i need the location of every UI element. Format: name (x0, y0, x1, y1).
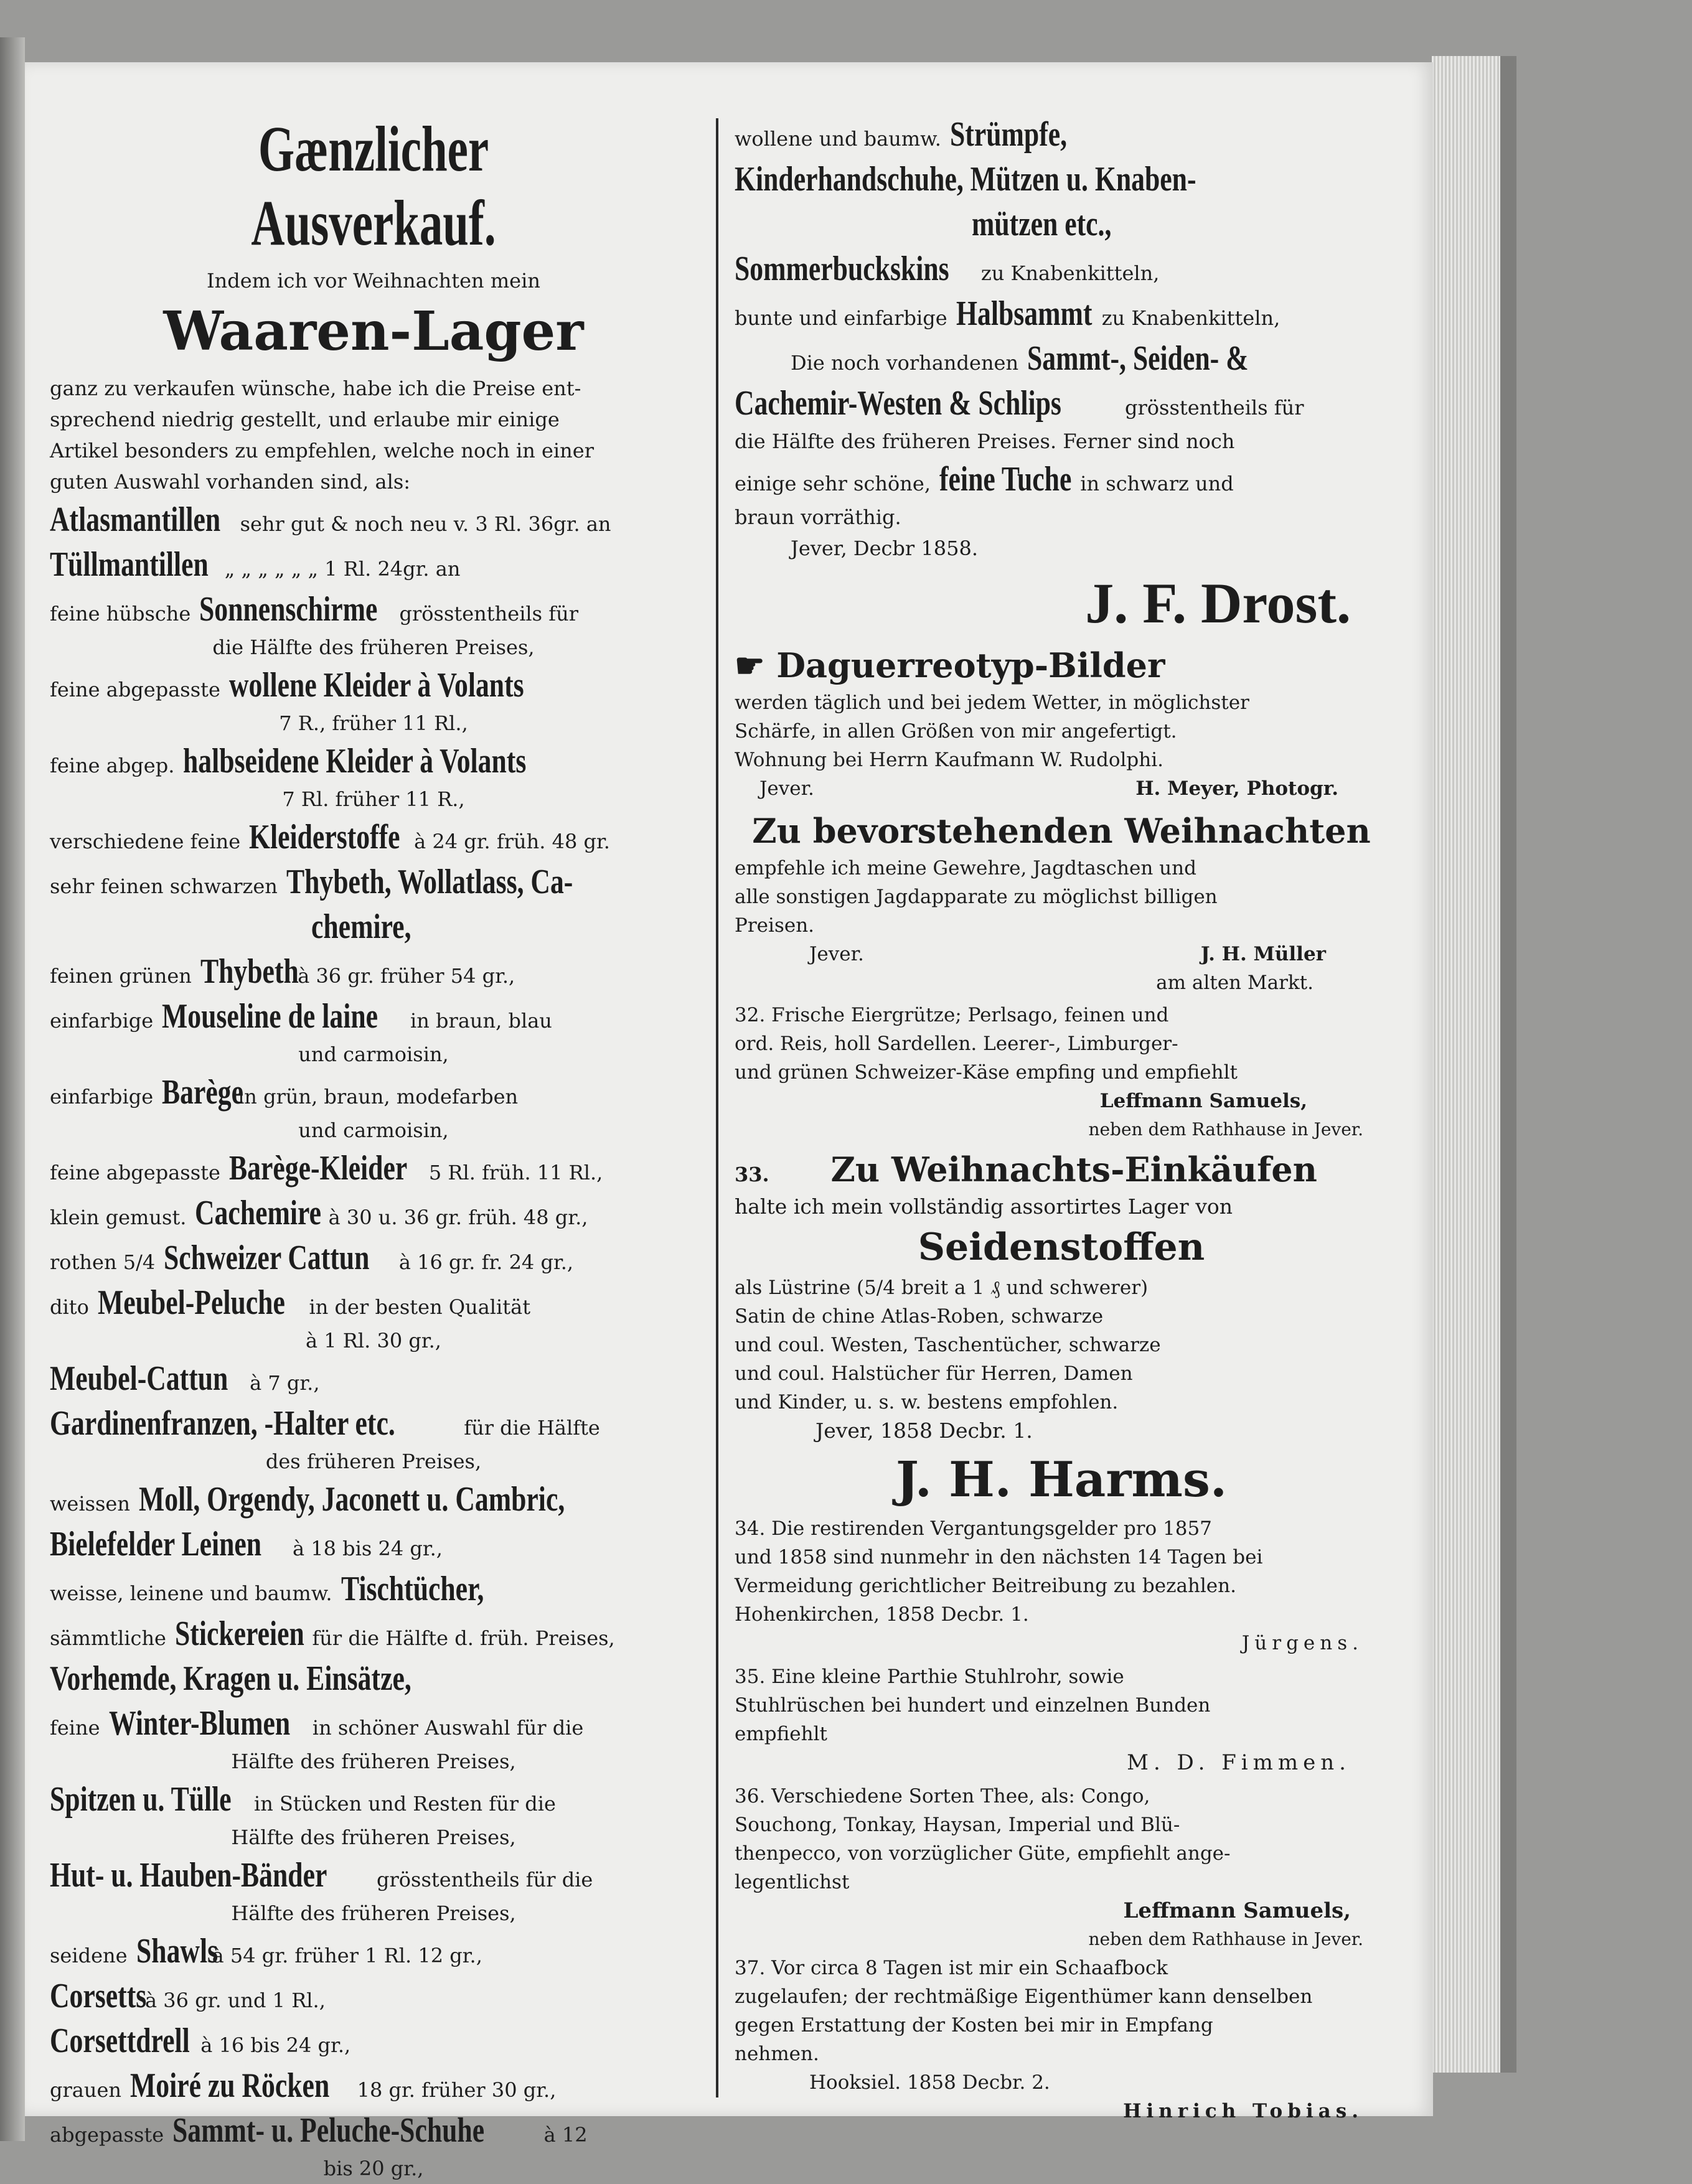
ad-mueller (735, 808, 1388, 997)
text-line: bunte und einfarbige Halbsammt zu Knabenkitteln, (735, 294, 1281, 333)
item-continuation (50, 904, 697, 949)
item-price: sehr gut & noch neu v. 3 Rl. 36gr. an (240, 512, 611, 536)
ad-34 (735, 1514, 1388, 1657)
list-item (50, 1777, 697, 1822)
ad-drost (735, 112, 1388, 636)
item-continuation: und carmoisin, (298, 1118, 449, 1142)
list-item (50, 860, 697, 904)
list-item (50, 2018, 697, 2063)
item-prefix: einfarbige (50, 1085, 154, 1108)
text-line: wollene und baumw. Strümpfe, (735, 115, 1067, 154)
text-line: Satin de chine Atlas-Roben, schwarze (735, 1305, 1104, 1328)
item-price: à 7 gr., (250, 1371, 320, 1395)
ad-33 (735, 1146, 1388, 1508)
text-line: Schärfe, in allen Größen von mir angefertigt. (735, 720, 1177, 743)
intro-line: guten Auswahl vorhanden sind, als: (50, 470, 411, 494)
item-prefix: klein gemust. (50, 1206, 187, 1229)
list-item (50, 1477, 697, 1522)
text-line: halte ich mein vollständig assortirtes Lager von (735, 1194, 1233, 1219)
item-name: Meubel-Peluche (97, 1283, 285, 1322)
item-prefix: feine abgepasste (50, 1161, 220, 1184)
signature-line: Jever. J. H. Müller (809, 943, 1326, 965)
ad-body (735, 1273, 1388, 1417)
item-name: Hut- u. Hauben-Bänder (50, 1856, 327, 1895)
ad-36 (735, 1782, 1388, 1954)
list-item (50, 1191, 697, 1235)
item-prefix: rothen 5/4 (50, 1250, 156, 1274)
item-price: à 16 bis 24 gr., (200, 2033, 351, 2057)
text-line: Vermeidung gerichtlicher Beitreibung zu bezahlen. (735, 1575, 1236, 1597)
ad-body (735, 1662, 1388, 1748)
item-continuation: bis 20 gr., (323, 2157, 424, 2180)
column-divider (716, 118, 718, 2097)
text-line: werden täglich und bei jedem Wetter, in möglichster (735, 691, 1249, 714)
item-continuation: Hälfte des früheren Preises, (231, 1750, 516, 1773)
list-item (50, 587, 697, 632)
text-line: Sommerbuckskins zu Knabenkitteln, (735, 250, 1160, 288)
ad-heading: ☛ Daguerreotyp-Bilder (735, 645, 1165, 685)
item-price: 18 gr. früher 30 gr., (357, 2078, 557, 2102)
item-continuation: 7 R., früher 11 Rl., (279, 711, 468, 735)
item-name: Sammt- u. Peluche-Schuhe (172, 2111, 485, 2150)
item-name: wollene Kleider à Volants (228, 666, 524, 705)
item-name: Mouseline de laine (162, 997, 378, 1036)
list-item (50, 542, 697, 587)
item-price: für die Hälfte (464, 1416, 600, 1440)
text-line: 36. Verschiedene Sorten Thee, als: Congo, (735, 1785, 1150, 1807)
item-price: à 30 u. 36 gr. früh. 48 gr., (328, 1206, 588, 1229)
text-line: 34. Die restirenden Vergantungsgelder pro 1857 (735, 1517, 1212, 1540)
intro-paragraph (50, 373, 697, 497)
ad-body (735, 1954, 1388, 2068)
item-prefix: seidene (50, 1944, 128, 1967)
list-item (50, 2108, 697, 2153)
list-item (50, 2063, 697, 2108)
text-line: Stuhlrüschen bei hundert und einzelnen Bunden (735, 1694, 1211, 1717)
item-price: in schöner Auswahl für die (312, 1716, 584, 1740)
item-price: „ „ „ „ „ „ 1 Rl. 24gr. an (224, 557, 461, 581)
item-list (50, 497, 697, 2184)
list-item (50, 1611, 697, 1656)
ad-ausverkauf (50, 112, 697, 2180)
item-prefix: feine abgep. (50, 754, 175, 777)
text-line: und Kinder, u. s. w. bestens empfohlen. (735, 1391, 1119, 1413)
text-line: braun vorräthig. (735, 505, 901, 529)
text-line: Die noch vorhandenen Sammt-, Seiden- & (791, 339, 1249, 378)
item-price: in der besten Qualität (309, 1295, 531, 1319)
item-name: Meubel-Cattun (50, 1359, 228, 1398)
item-price: à 54 gr. früher 1 Rl. 12 gr., (212, 1944, 482, 1967)
list-item (50, 1567, 697, 1611)
advertiser-name: J. F. Drost. (1085, 571, 1351, 635)
ad-body (735, 1514, 1388, 1629)
list-item (50, 1853, 697, 1898)
item-name: Schweizer Cattun (164, 1239, 370, 1277)
advertiser-name: Leffmann Samuels, (1099, 1090, 1307, 1112)
item-price: in braun, blau (410, 1009, 552, 1033)
text-line: Cachemir-Westen & Schlips grösstentheils für (735, 384, 1304, 423)
fabric-heading: Seidenstoffen (918, 1226, 1205, 1269)
item-prefix: sämmtliche (50, 1626, 166, 1650)
ad-body (735, 688, 1388, 774)
item-prefix: weissen (50, 1492, 130, 1516)
item-continuation: des früheren Preises, (265, 1450, 482, 1473)
list-item (50, 1235, 697, 1280)
text-line: alle sonstigen Jagdapparate zu möglichst billigen (735, 886, 1218, 908)
text-line: empfehle ich meine Gewehre, Jagdtaschen und (735, 857, 1196, 879)
item-price: 5 Rl. früh. 11 Rl., (428, 1161, 603, 1184)
store-title: Waaren-Lager (163, 300, 584, 363)
ad-title: Gænzlicher Ausverkauf. (251, 113, 496, 259)
text-line: legentlichst (735, 1871, 850, 1893)
item-price: grösstentheils für die (377, 1868, 593, 1891)
text-line: und coul. Westen, Taschentücher, schwarze (735, 1334, 1161, 1356)
item-continuation: und carmoisin, (298, 1043, 449, 1066)
text-line: 35. Eine kleine Parthie Stuhlrohr, sowie (735, 1666, 1124, 1688)
item-continuation: Hälfte des früheren Preises, (231, 1825, 516, 1849)
item-continuation: 7 Rl. früher 11 R., (282, 787, 465, 811)
item-name: Moll, Orgendy, Jaconett u. Cambric, (138, 1480, 565, 1519)
item-name: Sonnenschirme (199, 590, 378, 629)
text-line: 37. Vor circa 8 Tagen ist mir ein Schaafbock (735, 1957, 1168, 1979)
list-item (50, 663, 697, 708)
pointing-hand-icon: ☛ (735, 645, 777, 685)
right-column (735, 112, 1388, 2122)
text-line: gegen Erstattung der Kosten bei mir in Empfang (735, 2014, 1213, 2036)
text-line: Souchong, Tonkay, Haysan, Imperial und Blü- (735, 1814, 1180, 1836)
item-name: Thybeth (200, 952, 299, 991)
text-line: die Hälfte des früheren Preises. Ferner sind noch (735, 429, 1235, 453)
advertiser-name: Leffmann Samuels, (1123, 1898, 1351, 1923)
item-name: Moiré zu Röcken (130, 2066, 330, 2105)
text-line: nehmen. (735, 2043, 819, 2065)
item-name: Kleiderstoffe (249, 818, 400, 856)
item-name: Shawls (136, 1932, 218, 1971)
item-name: Gardinenfranzen, -Halter etc. (50, 1404, 395, 1443)
ad-body (735, 1782, 1388, 1896)
item-name: Bielefelder Leinen (50, 1525, 262, 1563)
advertiser-name: Jürgens. (1241, 1632, 1363, 1654)
item-prefix: feine abgepasste (50, 678, 220, 701)
list-item (50, 497, 697, 542)
item-prefix: grauen (50, 2078, 122, 2102)
text-line: zugelaufen; der rechtmäßige Eigenthümer kann denselben (735, 1985, 1313, 2008)
item-price: à 16 gr. fr. 24 gr., (398, 1250, 574, 1274)
intro-line: Indem ich vor Weihnachten mein (207, 269, 540, 293)
item-name: Tischtücher, (341, 1570, 484, 1608)
list-item (50, 1280, 697, 1325)
list-item (50, 1356, 697, 1401)
list-item (50, 949, 697, 994)
text-line: und coul. Halstücher für Herren, Damen (735, 1362, 1133, 1385)
item-name: Tüllmantillen (50, 545, 209, 584)
text-line: Preisen. (735, 914, 815, 937)
text-line: ord. Reis, holl Sardellen. Leerer-, Limburger- (735, 1033, 1178, 1055)
item-price: à 36 gr. früher 54 gr., (298, 964, 515, 988)
list-item (50, 994, 697, 1039)
list-item (50, 1070, 697, 1115)
item-name: Vorhemde, Kragen u. Einsätze, (50, 1659, 411, 1698)
item-prefix: sehr feinen schwarzen (50, 874, 278, 898)
ad-37 (735, 1954, 1388, 2125)
list-item (50, 1701, 697, 1746)
list-item (50, 815, 697, 860)
ad-heading: 33. Zu Weihnachts-Einkäufen (735, 1150, 1317, 1189)
advertiser-name: M. D. Fimmen. (1127, 1750, 1351, 1775)
text-line: als Lüstrine (5/4 breit a 1 ₰ und schwerer) (735, 1277, 1149, 1299)
address-line: am alten Markt. (1156, 972, 1314, 994)
item-price: in grün, braun, modefarben (238, 1085, 519, 1108)
list-item (50, 1146, 697, 1191)
text-line: einige sehr schöne, feine Tuche in schwarz und (735, 460, 1234, 499)
advertiser-name: Hinrich Tobias. (1123, 2100, 1363, 2122)
list-item (50, 1656, 697, 1701)
item-name: Corsetts (50, 1977, 147, 2015)
newspaper-page (25, 62, 1433, 2180)
item-name: Stickereien (174, 1615, 304, 1653)
address-line: neben dem Rathhause in Jever. (1088, 1929, 1363, 1949)
item-name: Barège-Kleider (228, 1149, 408, 1188)
text-line: mützen etc., (972, 205, 1112, 243)
list-item (50, 739, 697, 784)
ad-heading: Zu bevorstehenden Weihnachten (752, 811, 1371, 851)
ad-meyer (735, 642, 1388, 803)
text-line: Wohnung bei Herrn Kaufmann W. Rudolphi. (735, 749, 1163, 771)
item-price: à 36 gr. und 1 Rl., (145, 1989, 326, 2012)
text-line: Kinderhandschuhe, Mützen u. Knaben- (735, 160, 1196, 199)
item-prefix: weisse, leinene und baumw. (50, 1582, 332, 1605)
list-item (50, 1974, 697, 2018)
item-price: in Stücken und Resten für die (253, 1792, 556, 1816)
item-name: chemire, (311, 907, 411, 946)
item-name: Corsettdrell (50, 2022, 190, 2060)
text-line: und grünen Schweizer-Käse empfing und empfiehlt (735, 1061, 1238, 1084)
list-item (50, 1929, 697, 1974)
place-date: Jever, Decbr 1858. (791, 537, 978, 560)
item-continuation: Hälfte des früheren Preises, (231, 1901, 516, 1925)
item-prefix: dito (50, 1295, 89, 1319)
signature-line: Jever. H. Meyer, Photogr. (759, 777, 1338, 800)
ad-body (735, 1001, 1388, 1087)
item-name: Thybeth, Wollatlass, Ca- (286, 863, 573, 901)
item-price: à 12 (543, 2123, 588, 2147)
text-line: 32. Frische Eiergrütze; Perlsago, feinen und (735, 1004, 1169, 1026)
intro-line: ganz zu verkaufen wünsche, habe ich die Preise ent- (50, 377, 581, 400)
text-line: und 1858 sind nunmehr in den nächsten 14 Tagen bei (735, 1546, 1263, 1568)
ad-35 (735, 1662, 1388, 1777)
book-edge-left (0, 37, 25, 2141)
place-date: Jever, 1858 Decbr. 1. (815, 1418, 1033, 1443)
ad-32 (735, 1001, 1388, 1144)
item-prefix: feine hübsche (50, 602, 191, 626)
list-item (50, 1522, 697, 1567)
text-line: Hohenkirchen, 1858 Decbr. 1. (735, 1603, 1029, 1626)
ad-body (735, 854, 1388, 940)
item-name: Cachemire (195, 1194, 322, 1232)
intro-line: sprechend niedrig gestellt, und erlaube mir einige (50, 408, 560, 431)
text-line: empfiehlt (735, 1723, 827, 1745)
item-price: à 18 bis 24 gr., (293, 1537, 443, 1560)
place-date: Hooksiel. 1858 Decbr. 2. (809, 2071, 1050, 2094)
intro-line: Artikel besonders zu empfehlen, welche noch in einer (50, 439, 594, 462)
address-line: neben dem Rathhause in Jever. (1088, 1119, 1363, 1140)
item-continuation: à 1 Rl. 30 gr., (306, 1329, 441, 1352)
text-line: thenpecco, von vorzüglicher Güte, empfiehlt ange- (735, 1842, 1231, 1865)
item-price: für die Hälfte d. früh. Preises, (312, 1626, 615, 1650)
item-price: grösstentheils für (399, 602, 578, 626)
item-name: Spitzen u. Tülle (50, 1780, 232, 1819)
item-prefix: abgepasste (50, 2123, 164, 2147)
item-prefix: einfarbige (50, 1009, 154, 1033)
item-name: Barège (162, 1073, 244, 1112)
item-prefix: feine (50, 1716, 100, 1740)
item-name: Atlasmantillen (50, 500, 221, 539)
list-item (50, 1401, 697, 1446)
advertiser-name: J. H. Harms. (895, 1451, 1228, 1508)
book-page-stack (1432, 56, 1516, 2073)
item-name: halbseidene Kleider à Volants (183, 742, 527, 780)
item-prefix: feinen grünen (50, 964, 192, 988)
item-price: à 24 gr. früh. 48 gr. (414, 830, 610, 853)
item-name: Winter-Blumen (108, 1704, 290, 1743)
item-prefix: verschiedene feine (50, 830, 241, 853)
item-continuation: die Hälfte des früheren Preises, (212, 635, 535, 659)
